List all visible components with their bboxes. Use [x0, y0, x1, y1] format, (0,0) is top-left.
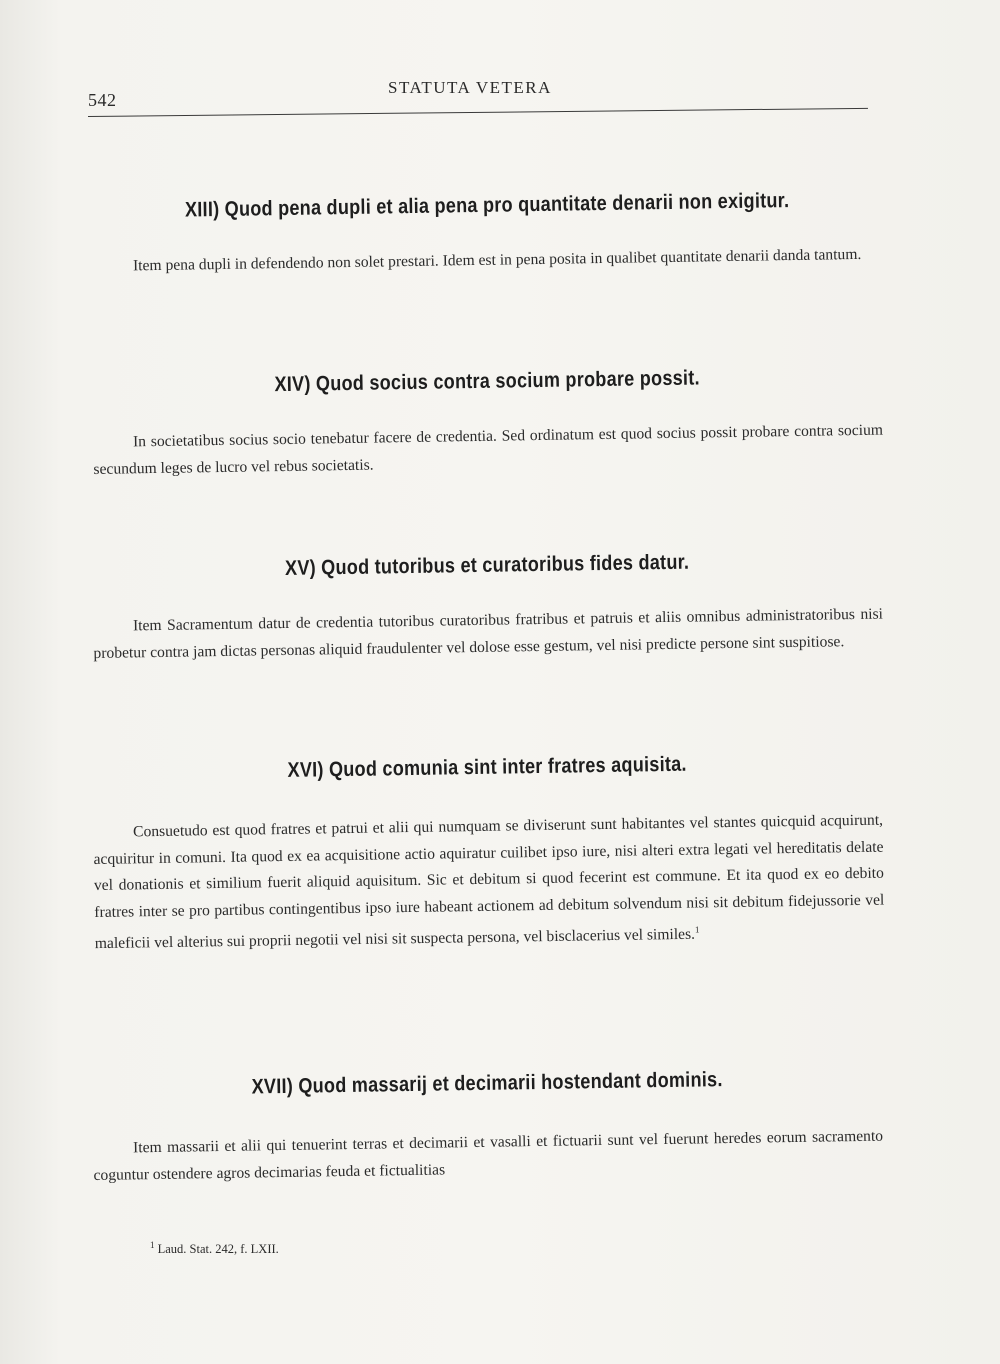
- section-xv: [92, 548, 884, 667]
- section-heading: XV) Quod tutoribus et curatoribus fides datur.: [284, 550, 690, 580]
- section-xvi: [92, 750, 885, 958]
- header-rule: [88, 108, 868, 117]
- footnote: [150, 1240, 279, 1257]
- footnote-text: Laud. Stat. 242, f. LXII.: [157, 1242, 279, 1257]
- section-heading: XVI) Quod comunia sint inter fratres aquisita.: [287, 752, 687, 782]
- section-text: In societatibus socius socio tenebatur facere de credentia. Sed ordinatum est quod socius possit probare contra socium secundum leges de lucro vel rebus societatis.: [93, 421, 884, 478]
- running-title: STATUTA VETERA: [388, 78, 552, 97]
- section-heading: XIV) Quod socius contra socium probare possit.: [274, 366, 700, 397]
- section-text: Item Sacramentum datur de credentia tutoribus curatoribus fratribus et patruis et aliis omnibus administratoribus nisi probetur contra jam dictas personas aliquid fraudulenter vel dolose esse gestum, vel nisi predicte persone sint suspitiose.: [93, 605, 884, 662]
- section-text-body: Consuetudo est quod fratres et patrui et alii qui numquam se diviserunt sunt habitantes vel stantes quicquid acquirunt, acquiritur in comuni. Ita quod ex ea acquisitione actio aquiratur cuilibet ipso iure, nisi alteri extra legati vel hereditatis delate vel donationis et similium fuerit aliquid aquisitum. Sic et debitum si quod fecerint est commune. Et ita quod ex eo debito fratres inter se pro partibus contingentibus ipso iure habeant actionem ad debitum solvendum nisi sit debitum fidejussorie vel maleficii vel alterius sui proprii negotii vel nisi sit suspecta persona, vel bisclacerius vel similes.: [93, 811, 885, 953]
- footnote-reference: 1: [694, 924, 700, 935]
- running-head: [88, 76, 868, 116]
- section-heading: XIII) Quod pena dupli et alia pena pro quantitate denarii non exigitur.: [184, 189, 790, 222]
- section-xiii: [92, 188, 883, 281]
- section-text: Item massarii et alii qui tenuerint terras et decimarii et vasalli et fictuarii sunt vel fuerunt heredes eorum sacramento coguntur ostendere agros decimarias feuda et fictualitias: [93, 1127, 884, 1184]
- footnote-mark: 1: [150, 1240, 155, 1250]
- page-number: 542: [88, 90, 117, 110]
- section-heading: XVII) Quod massarij et decimarii hostendant dominis.: [251, 1068, 723, 1099]
- section-text: [93, 808, 885, 958]
- section-xiv: [92, 364, 884, 483]
- section-text: Item pena dupli in defendendo non solet prestari. Idem est in pena posita in qualibet quantitate denarii danda tantum.: [132, 245, 862, 275]
- section-xvii: [92, 1066, 884, 1189]
